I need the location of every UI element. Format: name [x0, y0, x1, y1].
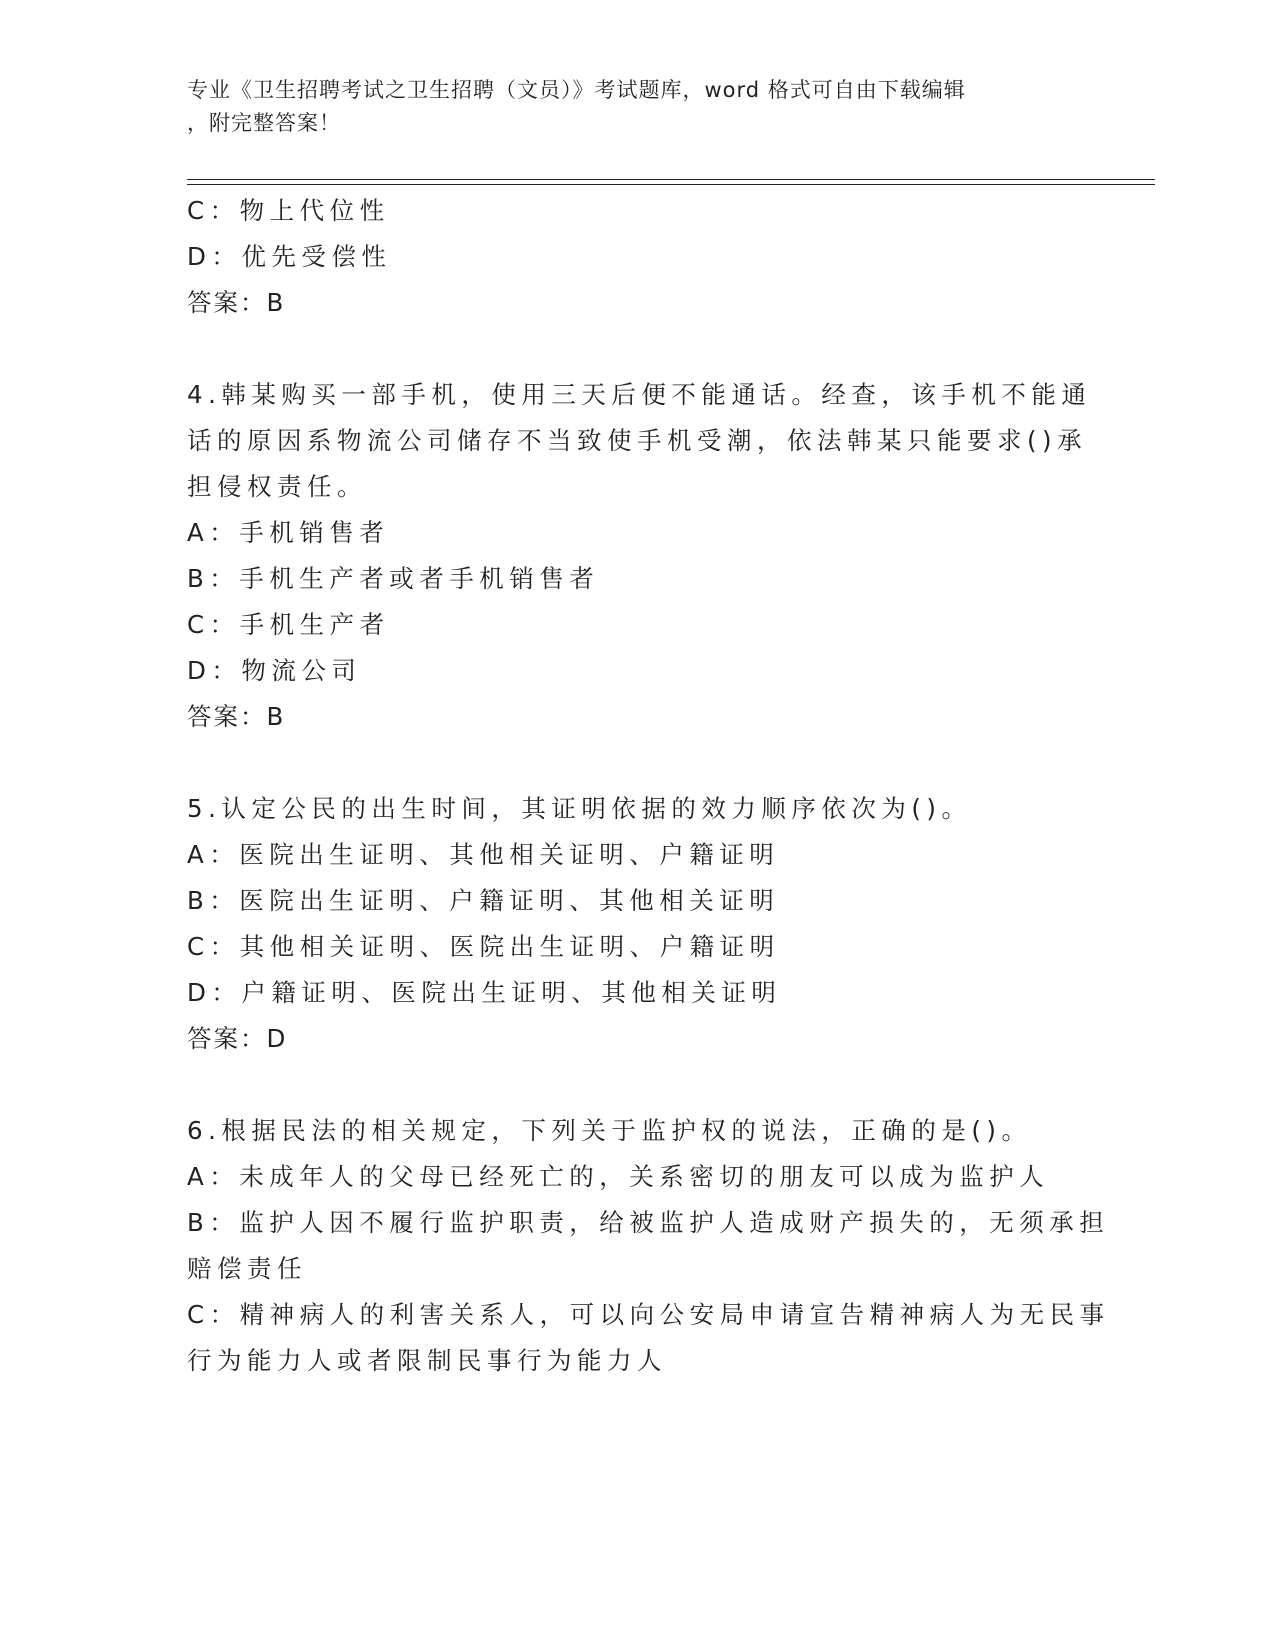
question-text-line: 6.根据民法的相关规定，下列关于监护权的说法，正确的是()。 — [187, 1116, 1032, 1145]
option-a: A：未成年人的父母已经死亡的，关系密切的朋友可以成为监护人 — [187, 1162, 1050, 1191]
answer-label: 答案：B — [187, 702, 286, 731]
option-c-line-1: C：精神病人的利害关系人，可以向公安局申请宣告精神病人为无民事 — [187, 1300, 1110, 1329]
option-c-line-2: 行为能力人或者限制民事行为能力人 — [187, 1346, 667, 1375]
option-d: D：户籍证明、医院出生证明、其他相关证明 — [187, 978, 782, 1007]
option-b: B：医院出生证明、户籍证明、其他相关证明 — [187, 886, 780, 915]
option-c: C：物上代位性 — [187, 196, 390, 225]
question-3-tail — [187, 188, 1087, 326]
header-title-line-2: ，附完整答案！ — [187, 111, 341, 135]
spacer — [187, 740, 1087, 786]
spacer — [187, 1062, 1087, 1108]
header-divider-bottom — [187, 184, 1155, 185]
question-text-line: 担侵权责任。 — [187, 472, 367, 501]
question-text-line: 话的原因系物流公司储存不当致使手机受潮，依法韩某只能要求()承 — [187, 426, 1088, 455]
option-b-line-2: 赔偿责任 — [187, 1254, 307, 1283]
answer-label: 答案：D — [187, 1024, 288, 1053]
question-content — [187, 188, 1110, 1384]
question-5 — [187, 786, 1087, 1062]
spacer — [187, 326, 1087, 372]
header-title-line-1: 专业《卫生招聘考试之卫生招聘（文员）》考试题库，word 格式可自由下载编辑 — [187, 78, 966, 102]
option-d: D：物流公司 — [187, 656, 362, 685]
option-b: B：手机生产者或者手机销售者 — [187, 564, 600, 593]
option-c: C：手机生产者 — [187, 610, 390, 639]
answer-label: 答案：B — [187, 288, 286, 317]
question-text-line: 4.韩某购买一部手机，使用三天后便不能通话。经查，该手机不能通 — [187, 380, 1092, 409]
question-6 — [187, 1108, 1110, 1384]
option-a: A：手机销售者 — [187, 518, 390, 547]
question-4 — [187, 372, 1092, 740]
option-c: C：其他相关证明、医院出生证明、户籍证明 — [187, 932, 780, 961]
document-header — [187, 74, 1087, 140]
header-divider-top — [187, 179, 1155, 180]
option-d: D：优先受偿性 — [187, 242, 392, 271]
option-a: A：医院出生证明、其他相关证明、户籍证明 — [187, 840, 780, 869]
option-b-line-1: B：监护人因不履行监护职责，给被监护人造成财产损失的，无须承担 — [187, 1208, 1110, 1237]
question-text-line: 5.认定公民的出生时间，其证明依据的效力顺序依次为()。 — [187, 794, 972, 823]
